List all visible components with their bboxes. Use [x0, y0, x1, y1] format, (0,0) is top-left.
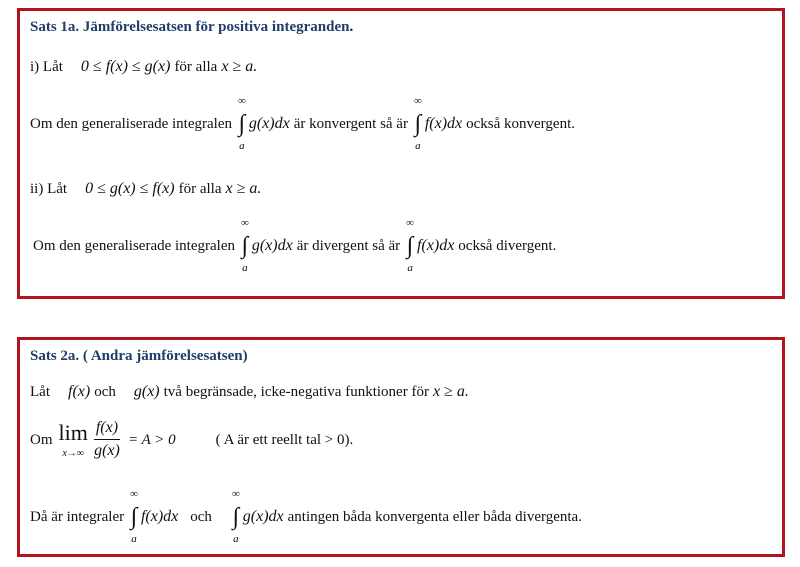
- upper-limit: ∞: [231, 488, 240, 500]
- limit-condition: [30, 418, 353, 461]
- sign: ∫: [238, 111, 246, 137]
- text: Om den generaliserade integralen: [30, 116, 232, 132]
- text: för alla: [174, 59, 218, 75]
- inequality: 0 ≤ g(x) ≤ f(x): [85, 180, 175, 197]
- limit: [59, 419, 88, 460]
- condition: x ≥ a.: [432, 383, 469, 400]
- rhs: = A > 0: [128, 431, 176, 448]
- text: antingen båda konvergenta eller båda divergenta.: [287, 509, 582, 525]
- label: i) Låt: [30, 59, 63, 75]
- lower-limit: a: [407, 262, 413, 274]
- inequality: 0 ≤ f(x) ≤ g(x): [80, 58, 171, 75]
- label: Om: [30, 431, 53, 448]
- lower-limit: a: [242, 262, 248, 274]
- function-g: g(x): [133, 383, 160, 400]
- statement-convergent: [30, 95, 575, 153]
- upper-limit: ∞: [413, 95, 422, 107]
- condition: x ≥ a.: [225, 180, 262, 197]
- upper-limit: ∞: [406, 217, 414, 229]
- text: och: [94, 384, 116, 400]
- integrand: f(x)dx: [140, 508, 179, 525]
- integrand: g(x)dx: [251, 237, 293, 254]
- sign: ∫: [241, 233, 249, 259]
- lower-limit: a: [415, 140, 421, 152]
- upper-limit: ∞: [241, 217, 249, 229]
- function-f: f(x): [68, 383, 91, 400]
- label: Låt: [30, 384, 50, 400]
- integral-sign-icon: [130, 488, 138, 546]
- text: Då är integraler: [30, 509, 125, 525]
- lim-subscript: x→∞: [62, 448, 84, 459]
- integrand: f(x)dx: [416, 237, 455, 254]
- condition-ii: [30, 179, 265, 199]
- integral-sign-icon: [414, 95, 422, 153]
- assumption: [30, 382, 473, 402]
- sign: ∫: [232, 504, 240, 530]
- conclusion: [30, 488, 582, 546]
- text: också konvergent.: [466, 116, 575, 132]
- text: är divergent så är: [296, 238, 401, 254]
- lower-limit: a: [131, 533, 137, 545]
- integral-sign-icon: [232, 488, 240, 546]
- title-text: Sats 1a. Jämförelsesatsen för positiva integranden: [30, 19, 350, 35]
- lim-word: lim: [58, 420, 88, 445]
- numerator: f(x): [94, 418, 120, 440]
- title-period: .: [349, 19, 354, 35]
- integral-sign-icon: [238, 95, 246, 153]
- theorem-box-1a: [17, 8, 785, 299]
- integral-sign-icon: [406, 217, 414, 275]
- integrand: g(x)dx: [248, 115, 290, 132]
- integrand: f(x)dx: [424, 115, 463, 132]
- lower-limit: a: [233, 533, 239, 545]
- condition-i: [30, 57, 261, 77]
- theorem-box-2a: [17, 337, 785, 557]
- note: ( A är ett reellt tal > 0).: [215, 431, 354, 448]
- upper-limit: ∞: [130, 488, 138, 500]
- denominator: g(x): [94, 442, 120, 459]
- integrand: g(x)dx: [242, 508, 284, 525]
- theorem-title: Sats 2a. ( Andra jämförelsesatsen): [30, 348, 248, 364]
- integral-sign-icon: [241, 217, 249, 275]
- label: ii) Låt: [30, 181, 68, 197]
- statement-divergent: [33, 217, 556, 275]
- upper-limit: ∞: [238, 95, 246, 107]
- sign: ∫: [130, 504, 138, 530]
- text: Om den generaliserade integralen: [33, 238, 235, 254]
- sign: ∫: [406, 233, 414, 259]
- text: två begränsade, icke-negativa funktioner för: [163, 384, 429, 400]
- sign: ∫: [414, 111, 422, 137]
- condition: x ≥ a.: [221, 58, 258, 75]
- lower-limit: a: [239, 140, 245, 152]
- text: är konvergent så är: [293, 116, 408, 132]
- text: och: [190, 509, 212, 525]
- fraction: [94, 418, 120, 461]
- theorem-title: [30, 17, 353, 37]
- text: också divergent.: [458, 238, 557, 254]
- text: för alla: [178, 181, 222, 197]
